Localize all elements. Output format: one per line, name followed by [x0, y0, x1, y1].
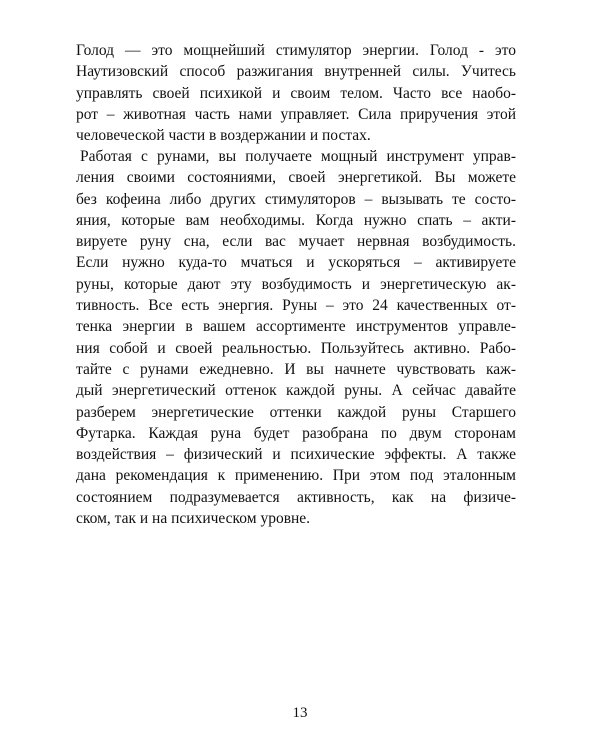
page-number: 13: [292, 705, 308, 721]
text-line: тивность. Все есть энергия. Руны – это 24 качественных от-: [76, 297, 516, 315]
text-line: разберем энергетические оттенки каждой руны Старшего: [76, 403, 516, 421]
text-line: ском, так и на психическом уровне.: [76, 510, 311, 528]
text-line: Футарка. Каждая руна будет разобрана по двум сторонам: [76, 424, 516, 442]
text-line: человеческой части в воздержании и постах.: [76, 127, 371, 145]
text-line: управлять своей психикой и своим телом. Часто все наобо-: [76, 84, 516, 102]
text-line: дана рекомендация к применению. При этом под эталонным: [76, 467, 516, 485]
text-line: Голод — это мощнейший стимулятор энергии. Голод - это: [76, 42, 516, 59]
text-line: яния, которые вам необходимы. Когда нужно спать – акти-: [76, 211, 516, 229]
text-line: без кофеина либо других стимуляторов – вызывать те состо-: [76, 190, 516, 208]
text-line: Если нужно куда-то мчаться и ускоряться – активируете: [76, 254, 516, 272]
text-line: дый энергетический оттенок каждой руны. А сейчас давайте: [76, 382, 516, 400]
text-line: Наутизовский способ разжигания внутренней силы. Учитесь: [76, 63, 516, 81]
text-line: ления своими состояниями, своей энергетикой. Вы можете: [76, 169, 516, 187]
text-line: вируете руну сна, если вас мучает нервная возбудимость.: [76, 233, 516, 251]
text-line: воздействия – физический и психические эффекты. А также: [76, 446, 516, 464]
text-line: тенка энергии в вашем ассортименте инструментов управле-: [76, 318, 516, 336]
text-line: тайте с рунами ежедневно. И вы начнете чувствовать каж-: [76, 360, 516, 378]
paragraph-1: [76, 40, 516, 146]
paragraph-2: [76, 146, 516, 529]
text-line: состоянием подразумевается активность, как на физиче-: [76, 488, 516, 506]
text-line: рот – животная часть нами управляет. Сила приручения этой: [76, 105, 516, 123]
text-line: руны, которые дают эту возбудимость и энергетическую ак-: [76, 275, 516, 293]
text-line: Работая с рунами, вы получаете мощный инструмент управ-: [80, 148, 516, 165]
text-line: ния собой и своей реальностью. Пользуйтесь активно. Рабо-: [76, 339, 516, 357]
